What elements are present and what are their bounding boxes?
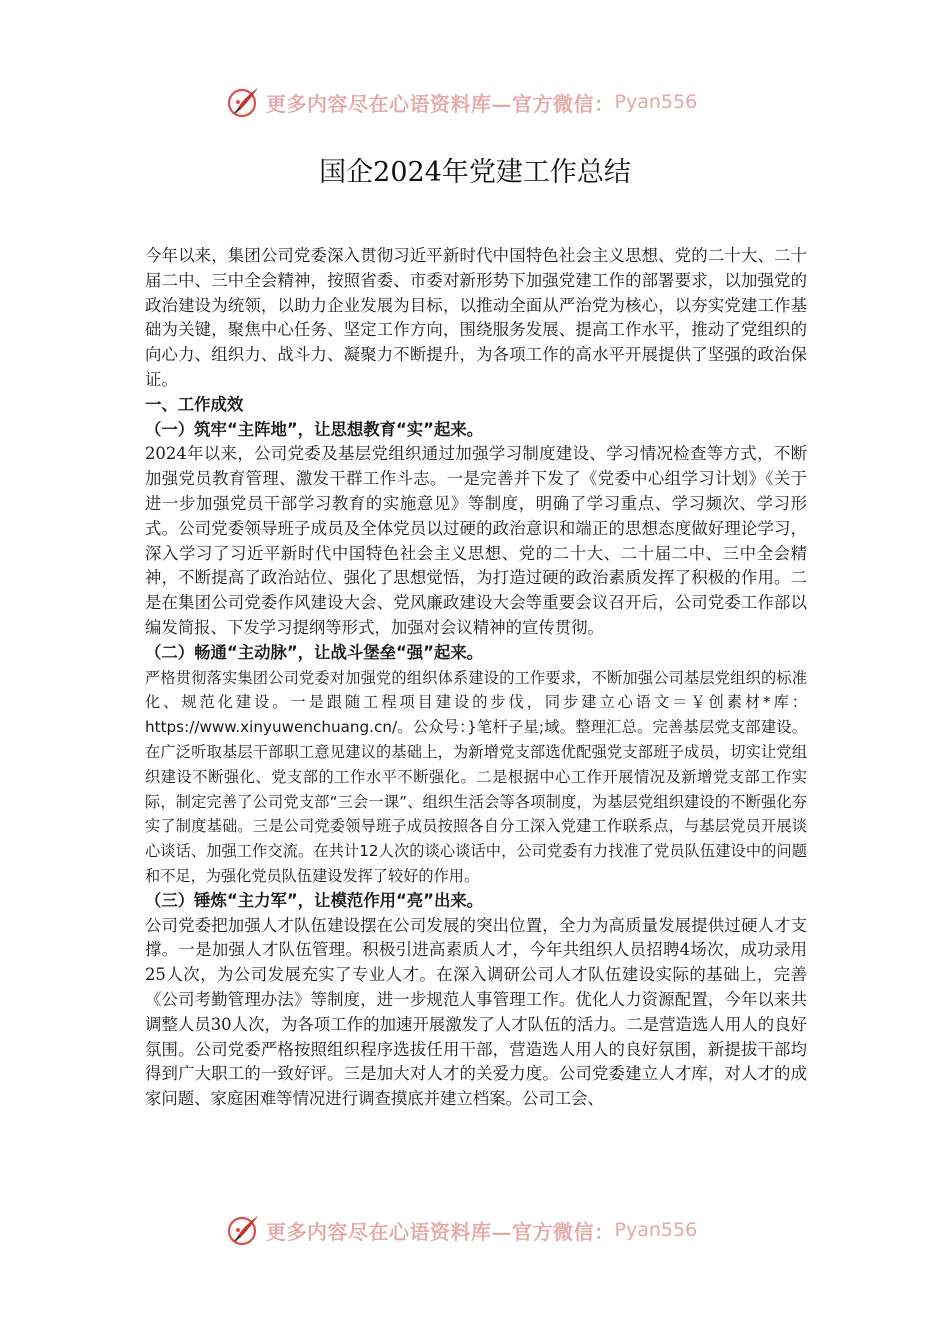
document-title: 国企2024年党建工作总结 [319, 157, 631, 188]
banner-text: 更多内容尽在心语资料库—官方微信： [266, 91, 615, 116]
subsection-heading-2: （二）畅通“主动脉”，让战斗堡垒“强”起来。 [145, 642, 484, 662]
subsection-body-1: 2024年以来，公司党委及基层党组织通过加强学习制度建设、学习情况检查等方式，不断加强党员教育管理、激发干群工作斗志。一是完善并下发了《党委中心组学习计划》《关于进一步加强党员干部学习教育的实施意见》等制度，明确了学习重点、学习频次、学习形式。公司党委领导班子成员及全体党员以过硬的政治意识和端正的思想态度做好理论学习，深入学习了习近平新时代中国特色社会主义思想、党的二十大、二十届二中、三中全会精神，不断提高了政治站位、强化了思想觉悟，为打造过硬的政治素质发挥了积极的作用。二是在集团公司党委作风建设大会、党风廉政建设大会等重要会议召开后，公司党委工作部以编发简报、下发学习提纲等形式，加强对会议精神的宣传贯彻。 [145, 444, 807, 637]
banner-wechat-id: Pyan556 [614, 1219, 698, 1241]
banner-text: 更多内容尽在心语资料库—官方微信： [266, 1219, 615, 1244]
quill-logo-icon [226, 84, 262, 120]
quill-logo-icon [226, 1212, 262, 1248]
subsection-body-3: 公司党委把加强人才队伍建设摆在公司发展的突出位置，全力为高质量发展提供过硬人才支撑。一是加强人才队伍管理。积极引进高素质人才，今年共组织人员招聘4场次，成功录用25人次，为公司发展充实了专业人才。在深入调研公司人才队伍建设实际的基础上，完善《公司考勤管理办法》等制度，进一步规范人事管理工作。优化人力资源配置，今年以来共调整人员30人次，为各项工作的加速开展激发了人才队伍的活力。二是营造选人用人的良好氛围。公司党委严格按照组织程序选拔任用干部，营造选人用人的良好氛围，新提拔干部均得到广大职工的一致好评。三是加大对人才的关爱力度。公司党委建立人才库，对人才的成家问题、家庭困难等情况进行调查摸底并建立档案。公司工会、 [145, 915, 807, 1109]
header-banner [226, 82, 746, 122]
subsection-heading-3: （三）锤炼“主力军”，让模范作用“亮”出来。 [145, 890, 484, 910]
subsection-body-2: 严格贯彻落实集团公司党委对加强党的组织体系建设的工作要求，不断加强公司基层党组织的标准化、规范化建设。一是跟随工程项目建设的步伐，同步建立心语文＝￥创素材*库：https://www.xinyuwenchuang.cn/。公众号：}笔杆子星;域。整理汇总。完善基层党支部建设。在广泛听取基层干部职工意见建议的基础上，为新增党支部选优配强党支部班子成员，切实让党组织建设不断强化、党支部的工作水平不断强化。二是根据中心工作开展情况及新增党支部工作实际，制定完善了公司党支部“三会一课”、组织生活会等各项制度，为基层党组织建设的不断强化夯实了制度基础。三是公司党委领导班子成员按照各自分工深入党建工作联系点，与基层党员开展谈心谈话、加强工作交流。在共计12人次的谈心谈话中，公司党委有力找准了党员队伍建设中的问题和不足，为强化党员队伍建设发挥了较好的作用。 [145, 668, 807, 885]
footer-banner [226, 1210, 746, 1250]
section-heading-achievements: 一、工作成效 [145, 394, 244, 414]
document-body [145, 244, 807, 1112]
intro-paragraph: 今年以来，集团公司党委深入贯彻习近平新时代中国特色社会主义思想、党的二十大、二十届二中、三中全会精神，按照省委、市委对新形势下加强党建工作的部署要求，以加强党的政治建设为统领，以助力企业发展为目标，以推动全面从严治党为核心，以夯实党建工作基础为关键，聚焦中心任务、坚定工作方向，围绕服务发展、提高工作水平，推动了党组织的向心力、组织力、战斗力、凝聚力不断提升，为各项工作的高水平开展提供了坚强的政治保证。 [145, 246, 807, 389]
subsection-heading-1: （一）筑牢“主阵地”，让思想教育“实”起来。 [145, 419, 484, 439]
banner-wechat-id: Pyan556 [614, 91, 698, 113]
